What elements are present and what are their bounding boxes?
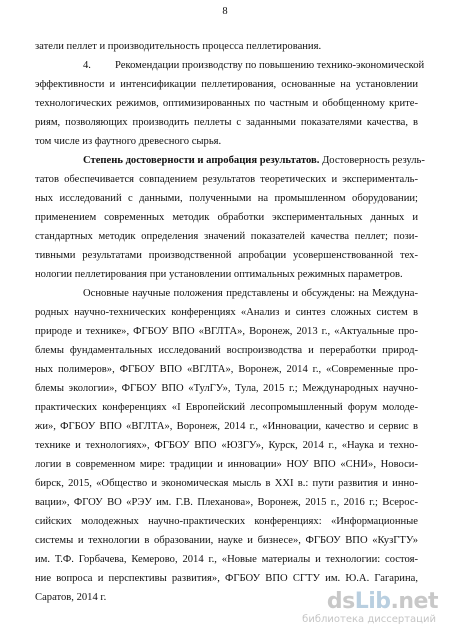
text-line: затели пеллет и производительность процесса пеллетирования.: [35, 41, 322, 52]
page-number: 8: [222, 6, 228, 17]
text-line: татов обеспечивается совпадением результатов теоретических и эксперименталь-: [35, 174, 418, 185]
text-line: ных полимеров», ФГБОУ ВПО «ВГЛТА», Воронеж, 2014 г., «Современные про-: [35, 364, 418, 375]
text-line: ных исследований с данными, полученными на промышленном оборудовании;: [35, 193, 418, 204]
text-line: технике и технологиях», ФГБОУ ВПО «ЮЗГУ», Курск, 2014 г., «Наука и техно-: [35, 440, 418, 451]
text-line: применением современных методик обработки экспериментальных данных и: [35, 212, 418, 223]
text-line: сийских молодежных научно-практических конференциях: «Информационные: [35, 516, 418, 527]
text-line: им. Т.Ф. Горбачева, Кемерово, 2014 г., «Новые материалы и технологии: состоя-: [35, 554, 418, 565]
watermark-logo: dsLib.net: [326, 589, 438, 614]
section-heading: Степень достоверности и апробация результатов.: [83, 155, 320, 166]
text-line: том числе из фаутного древесного сырья.: [35, 136, 222, 147]
text-line: природе и технике», ФГБОУ ВПО «ВГЛТА», Воронеж, 2013 г., «Актуальные про-: [35, 326, 418, 337]
text-line: жи», ФГБОУ ВПО «ВГЛТА», Воронеж, 2014 г., «Инновации, качество и сервис в: [35, 421, 418, 432]
text-line: Основные научные положения представлены и обсуждены: на Междуна-: [83, 288, 418, 299]
text-line: блемы фундаментальных исследований воспроизводства и переработки природ-: [35, 345, 418, 356]
text-line: блемы экологии», ФГБОУ ВПО «ТулГУ», Тула, 2015 г.; Международных научно-: [35, 383, 418, 394]
text-line: практических конференциях «I Европейский лесопромышленный форум молоде-: [35, 402, 418, 413]
text-line: тивными результатами производственной апробации усовершенствованной тех-: [35, 250, 418, 261]
list-number: 4.: [83, 60, 91, 71]
watermark-subtitle: библиотека диссертаций: [302, 614, 436, 625]
text-line: системы и технологии в образовании, науке и бизнесе», ФГБОУ ВПО «КузГТУ»: [35, 535, 418, 546]
text-line: нологии пеллетирования при установлении оптимальных режимных параметров.: [35, 269, 403, 280]
text-fragment: Достоверность резуль-: [319, 155, 425, 166]
watermark: [298, 589, 438, 629]
text-line: Рекомендации производству по повышению технико-экономической: [115, 60, 425, 71]
text-line: ние вопроса и перспективы развития», ФГБОУ ВПО СГТУ им. Ю.А. Гагарина,: [35, 573, 418, 584]
text-line: Саратов, 2014 г.: [35, 592, 107, 603]
text-line: родных научно-технических конференциях «Анализ и синтез сложных систем в: [35, 307, 418, 318]
text-line: вации», ФГОУ ВО «РЭУ им. Г.В. Плеханова», Воронеж, 2015 г., 2016 г.; Всерос-: [35, 497, 418, 508]
section-heading-line: [83, 154, 425, 167]
text-line: эффективности и интенсификации пеллетирования, основанные на установлении: [35, 79, 418, 90]
text-line: риям, позволяющих производить пеллеты с заданными показателями качества, в: [35, 117, 418, 128]
text-line: бирск, 2015, «Общество и экономическая мысль в XXI в.: пути развития и инно-: [35, 478, 418, 489]
text-line: стандартных методик определения значений показателей качества пеллет; пози-: [35, 231, 418, 242]
text-line: технологических режимов, оптимизированных по частным и обобщенному крите-: [35, 98, 418, 109]
text-line: логии в современном мире: традиции и инновации» НОУ ВПО «СНИ», Новоси-: [35, 459, 418, 470]
